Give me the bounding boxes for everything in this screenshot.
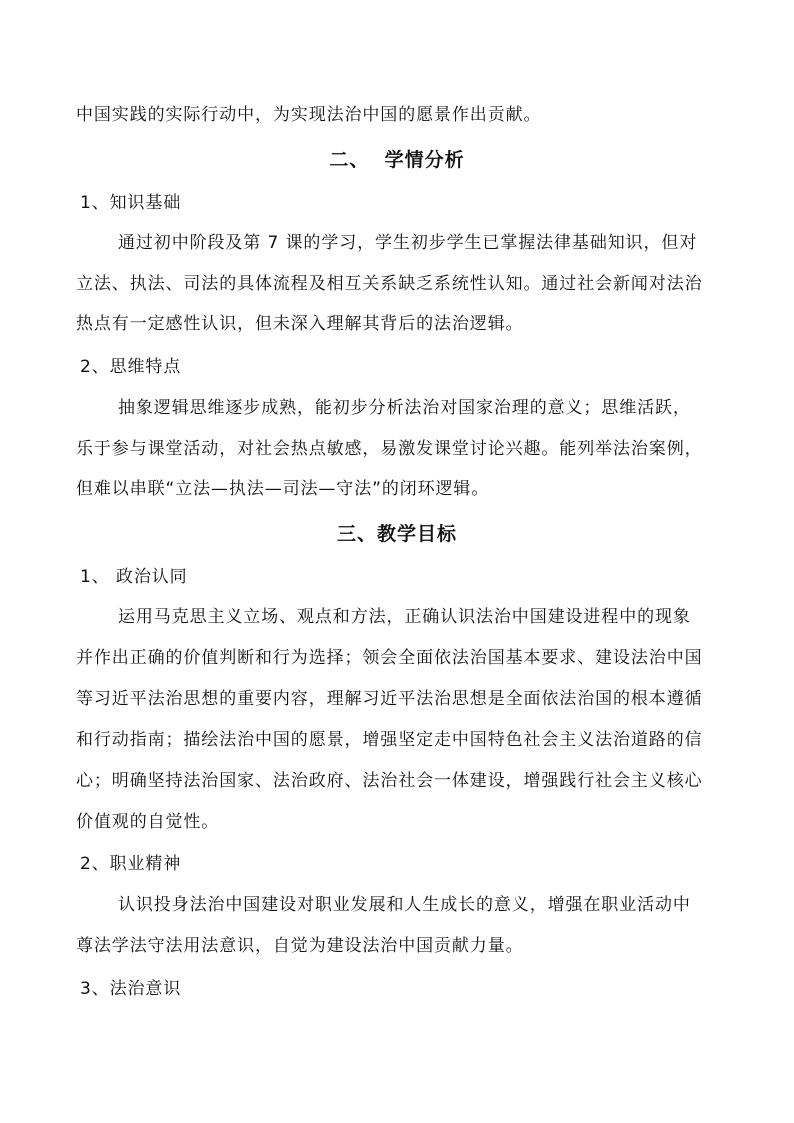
subsection-heading-knowledge-base: 1、知识基础 [80,193,182,213]
paragraph-line: 价值观的自觉性。 [76,812,220,832]
paragraph-line: 尊法学法守法用法意识，自觉为建设法治中国贡献力量。 [76,936,524,956]
subsection-heading-thinking-traits: 2、思维特点 [80,357,182,377]
paragraph-line: 等习近平法治思想的重要内容，理解习近平法治思想是全面依法治国的根本遵循 [76,689,703,709]
paragraph-line: 乐于参与课堂活动，对社会热点敏感，易激发课堂讨论兴趣。能列举法治案例， [76,439,703,459]
paragraph-line: 但难以串联“立法—执法—司法—守法”的闭环逻辑。 [76,479,490,499]
paragraph-line: 运用马克思主义立场、观点和方法，正确认识法治中国建设进程中的现象 [118,607,691,627]
section-heading-teaching-goals: 三、教学目标 [336,523,457,545]
paragraph-line: 心；明确坚持法治国家、法治政府、法治社会一体建设，增强践行社会主义核心 [76,771,703,791]
paragraph-line: 通过初中阶段及第 7 课的学习，学生初步学生已掌握法律基础知识，但对 [118,233,698,253]
paragraph-line: 中国实践的实际行动中，为实现法治中国的愿景作出贡献。 [76,105,542,125]
paragraph-line: 抽象逻辑思维逐步成熟，能初步分析法治对国家治理的意义；思维活跃， [118,398,691,418]
paragraph-line: 认识投身法治中国建设对职业发展和人生成长的意义，增强在职业活动中 [118,895,691,915]
subsection-heading-political-identity: 1、 政治认同 [80,567,188,587]
paragraph-line: 立法、执法、司法的具体流程及相互关系缺乏系统性认知。通过社会新闻对法治 [76,274,703,294]
subsection-heading-professional-spirit: 2、职业精神 [80,854,182,874]
subsection-heading-rule-of-law-awareness: 3、法治意识 [80,979,182,999]
paragraph-line: 热点有一定感性认识，但未深入理解其背后的法治逻辑。 [76,314,524,334]
paragraph-line: 并作出正确的价值判断和行为选择；领会全面依法治国基本要求、建设法治中国 [76,648,703,668]
section-heading-learning-analysis: 二、 学情分析 [329,149,465,171]
paragraph-line: 和行动指南；描绘法治中国的愿景，增强坚定走中国特色社会主义法治道路的信 [76,730,703,750]
